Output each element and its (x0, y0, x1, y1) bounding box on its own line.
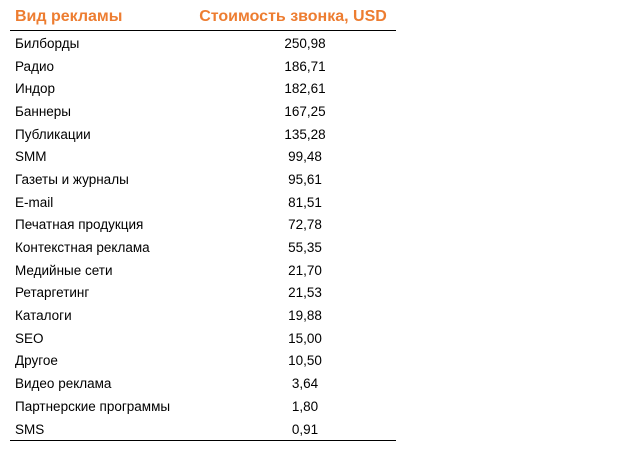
call-cost-cell: 15,00 (288, 330, 322, 346)
ad-type-cell: Ретаргетинг (15, 285, 90, 301)
table-row (10, 418, 396, 441)
header-type-label: Вид рекламы (15, 8, 123, 25)
ad-type-cell: E-mail (15, 194, 54, 210)
call-cost-cell: 95,61 (288, 171, 322, 187)
call-cost-cell: 250,98 (284, 35, 326, 51)
call-cost-cell: 19,88 (288, 308, 322, 324)
ad-type-cell: Билборды (15, 35, 80, 51)
table-row (10, 55, 396, 78)
table-row (10, 304, 396, 327)
call-cost-cell: 182,61 (284, 81, 326, 97)
call-cost-cell: 81,51 (288, 194, 322, 210)
ad-type-cell: Другое (15, 353, 58, 369)
table-header (10, 4, 396, 31)
header-cost-cell (190, 8, 396, 26)
call-cost-cell: 186,71 (284, 58, 326, 74)
ad-type-cell: Партнерские программы (15, 398, 171, 414)
call-cost-cell: 1,80 (291, 398, 319, 414)
call-cost-cell: 167,25 (284, 103, 326, 119)
table-row (10, 123, 396, 146)
ad-type-cell: Видео реклама (15, 376, 112, 392)
call-cost-cell: 10,50 (288, 353, 322, 369)
call-cost-cell: 99,48 (288, 149, 322, 165)
ad-type-cell: SEO (15, 330, 44, 346)
table-body (10, 31, 396, 441)
call-cost-cell: 3,64 (291, 376, 319, 392)
ad-type-cell: Контекстная реклама (15, 240, 150, 256)
ad-type-cell: Печатная продукция (15, 217, 144, 233)
call-cost-cell: 135,28 (284, 126, 326, 142)
table-row (10, 259, 396, 282)
header-cost-label: Стоимость звонка, USD (199, 8, 387, 25)
ad-type-cell: Публикации (15, 126, 91, 142)
table-row (10, 327, 396, 350)
ad-type-cell: Каталоги (15, 308, 72, 324)
call-cost-cell: 72,78 (288, 217, 322, 233)
ad-type-cell: Радио (15, 58, 54, 74)
ad-type-cell: Индор (15, 81, 56, 97)
ad-type-cell: Медийные сети (15, 262, 113, 278)
call-cost-cell: 21,53 (288, 285, 322, 301)
table-row (10, 77, 396, 100)
ad-type-cell: Баннеры (15, 103, 71, 119)
table-row (10, 236, 396, 259)
call-cost-cell: 55,35 (288, 240, 322, 256)
table-row (10, 282, 396, 305)
call-cost-cell: 21,70 (288, 262, 322, 278)
table-row (10, 100, 396, 123)
table-row (10, 395, 396, 418)
ad-cost-table (10, 4, 396, 441)
table-row (10, 32, 396, 55)
header-type-cell (10, 8, 190, 26)
table-row (10, 168, 396, 191)
table-row (10, 372, 396, 395)
ad-type-cell: Газеты и журналы (15, 171, 129, 187)
table-row (10, 145, 396, 168)
ad-type-cell: SMS (15, 421, 45, 437)
table-row (10, 350, 396, 373)
ad-type-cell: SMM (15, 149, 47, 165)
call-cost-cell: 0,91 (291, 421, 319, 437)
table-row (10, 214, 396, 237)
table-row (10, 191, 396, 214)
